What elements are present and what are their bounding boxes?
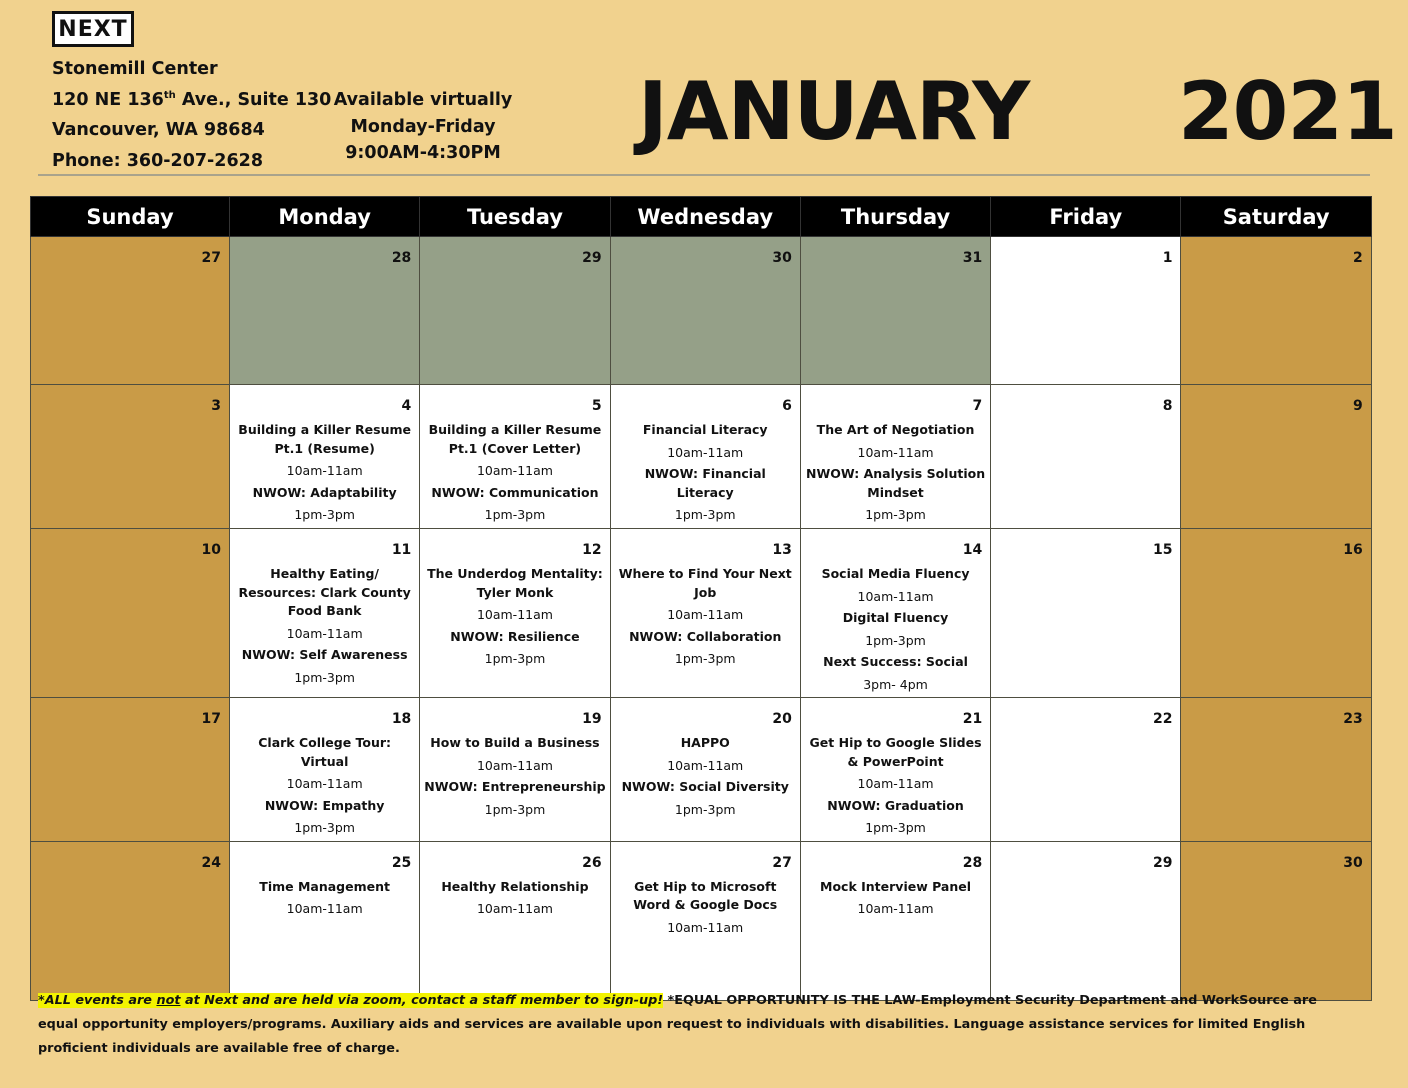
day-cell — [230, 698, 420, 842]
weekday-header: Monday — [230, 197, 420, 237]
day-cell — [420, 698, 610, 842]
day-number: 29 — [582, 250, 602, 266]
day-number: 28 — [391, 250, 412, 266]
address-block — [52, 54, 331, 176]
event-title: Get Hip to Google Slides & PowerPoint — [809, 735, 982, 769]
event-time: 10am-11am — [667, 444, 744, 460]
day-number: 9 — [1353, 398, 1363, 414]
header-divider — [38, 174, 1370, 176]
day-number: 21 — [962, 711, 983, 727]
weekday-header: Saturday — [1181, 197, 1371, 237]
day-cell — [610, 841, 800, 1000]
street-address: 120 NE 136th Ave., Suite 130 — [52, 89, 332, 110]
day-cell — [420, 841, 610, 1000]
phone-number: Phone: 360-207-2628 — [52, 150, 264, 171]
event-time: 10am-11am — [286, 901, 363, 916]
day-number: 6 — [782, 398, 792, 414]
day-cell — [800, 385, 990, 529]
day-number: 31 — [962, 250, 983, 266]
day-cell — [610, 385, 800, 529]
event-time: 10am-11am — [857, 776, 934, 791]
day-number: 8 — [1162, 398, 1173, 414]
event-time: 1pm-3pm — [484, 507, 546, 522]
event-title: NWOW: Graduation — [827, 797, 964, 813]
day-number: 29 — [1153, 854, 1173, 871]
day-cell — [230, 529, 420, 698]
day-cell — [800, 698, 990, 842]
day-cell — [1181, 841, 1371, 1000]
event-title: The Underdog Mentality: Tyler Monk — [427, 566, 603, 600]
event-title: Get Hip to Microsoft Word & Google Docs — [633, 878, 778, 912]
event-time: 10am-11am — [286, 776, 363, 791]
day-number: 30 — [1343, 854, 1363, 871]
calendar-grid — [30, 196, 1372, 1001]
day-number: 25 — [391, 854, 412, 871]
day-number: 5 — [591, 398, 602, 414]
next-logo: NEXT — [52, 11, 134, 47]
day-cell — [420, 529, 610, 698]
event-title: Financial Literacy — [642, 422, 768, 437]
day-cell — [800, 841, 990, 1000]
event-title: NWOW: Self Awareness — [241, 647, 408, 662]
event-time: 10am-11am — [667, 757, 744, 773]
event-list — [230, 842, 419, 919]
weekday-header: Tuesday — [420, 197, 610, 237]
day-number: 26 — [582, 854, 602, 871]
day-cell — [991, 698, 1181, 842]
day-number: 3 — [211, 398, 221, 414]
day-number: 27 — [772, 854, 792, 871]
event-time: 10am-11am — [667, 919, 744, 935]
footer-disclaimer — [38, 989, 1358, 1061]
event-time: 1pm-3pm — [674, 507, 736, 522]
day-number: 10 — [201, 542, 221, 558]
day-cell — [230, 385, 420, 529]
event-title: Healthy Relationship — [441, 878, 589, 894]
day-number: 19 — [582, 711, 602, 727]
event-title: Next Success: Social — [823, 654, 968, 669]
event-title: NWOW: Resilience — [450, 628, 580, 644]
day-number: 20 — [772, 711, 792, 727]
day-cell — [800, 529, 990, 698]
day-number: 24 — [201, 854, 221, 871]
weekday-header: Sunday — [31, 197, 230, 237]
event-time: 1pm-3pm — [865, 820, 926, 835]
day-number: 23 — [1343, 711, 1363, 727]
event-time: 1pm-3pm — [865, 507, 926, 522]
event-time: 10am-11am — [286, 625, 363, 641]
event-list — [611, 385, 800, 525]
year-title: 2021 — [1178, 65, 1397, 158]
event-time: 3pm- 4pm — [863, 676, 928, 692]
day-number: 22 — [1153, 711, 1173, 727]
availability-line: Available virtually — [333, 90, 513, 110]
event-time: 10am-11am — [857, 444, 934, 460]
day-cell — [1181, 698, 1371, 842]
weekday-header-row — [31, 197, 1372, 237]
event-list — [230, 385, 419, 525]
day-cell — [31, 841, 230, 1000]
month-title: JANUARY — [638, 65, 1030, 158]
event-time: 10am-11am — [476, 757, 553, 773]
event-time: 1pm-3pm — [294, 507, 355, 522]
day-number: 7 — [972, 398, 983, 414]
availability-hours: 9:00AM-4:30PM — [345, 143, 501, 163]
event-title: The Art of Negotiation — [816, 422, 975, 437]
event-title: NWOW: Empathy — [264, 797, 385, 813]
day-cell — [610, 237, 800, 385]
event-time: 10am-11am — [857, 901, 934, 916]
day-cell — [230, 841, 420, 1000]
event-time: 10am-11am — [667, 607, 744, 622]
event-title: HAPPO — [680, 735, 730, 750]
weekday-header: Thursday — [800, 197, 990, 237]
event-time: 10am-11am — [286, 463, 363, 478]
day-cell — [31, 529, 230, 698]
event-title: How to Build a Business — [430, 735, 600, 750]
event-title: Mock Interview Panel — [820, 878, 972, 894]
event-title: NWOW: Financial Literacy — [644, 466, 766, 500]
day-number: 17 — [201, 711, 221, 727]
event-time: 1pm-3pm — [484, 651, 546, 666]
event-list — [420, 385, 609, 525]
day-cell — [991, 385, 1181, 529]
event-title: NWOW: Collaboration — [629, 628, 782, 644]
availability-days: Monday-Friday — [350, 116, 496, 137]
day-number: 4 — [401, 398, 412, 414]
city-address: Vancouver, WA 98684 — [52, 120, 265, 140]
day-cell — [610, 698, 800, 842]
day-cell — [420, 385, 610, 529]
day-cell — [420, 237, 610, 385]
event-time: 1pm-3pm — [674, 801, 736, 817]
day-cell — [1181, 237, 1371, 385]
day-cell — [31, 698, 230, 842]
day-number: 2 — [1353, 250, 1363, 266]
event-time: 1pm-3pm — [674, 651, 736, 666]
event-title: Social Media Fluency — [821, 566, 970, 581]
week-row — [31, 237, 1372, 385]
event-title: NWOW: Social Diversity — [621, 779, 789, 794]
week-row — [31, 841, 1372, 1000]
availability-block — [323, 87, 523, 167]
event-time: 10am-11am — [476, 607, 553, 622]
day-cell — [991, 237, 1181, 385]
day-cell — [1181, 529, 1371, 698]
event-list — [420, 842, 609, 919]
event-title: Healthy Eating/ Resources: Clark County Food Bank — [238, 566, 411, 618]
event-title: NWOW: Adaptability — [252, 484, 397, 500]
event-title: Building a Killer Resume Pt.1 (Cover Letter) — [428, 422, 602, 456]
event-time: 10am-11am — [476, 901, 553, 916]
weekday-header: Friday — [991, 197, 1181, 237]
day-cell — [230, 237, 420, 385]
event-time: 1pm-3pm — [294, 669, 355, 685]
event-title: Digital Fluency — [842, 610, 949, 625]
event-time: 1pm-3pm — [865, 632, 926, 648]
day-cell — [800, 237, 990, 385]
day-number: 13 — [772, 542, 792, 558]
day-cell — [991, 841, 1181, 1000]
event-time: 1pm-3pm — [294, 820, 355, 835]
day-number: 12 — [582, 542, 602, 558]
event-title: Where to Find Your Next Job — [618, 566, 792, 600]
event-time: 1pm-3pm — [484, 801, 546, 817]
day-cell — [31, 237, 230, 385]
day-number: 16 — [1343, 542, 1363, 558]
day-number: 1 — [1162, 250, 1173, 266]
day-cell — [1181, 385, 1371, 529]
day-number: 14 — [962, 542, 983, 558]
event-title: Building a Killer Resume Pt.1 (Resume) — [238, 422, 411, 456]
event-time: 10am-11am — [857, 588, 934, 604]
day-number: 11 — [391, 542, 412, 558]
event-title: NWOW: Communication — [431, 484, 599, 500]
event-list — [801, 842, 990, 919]
event-list — [801, 385, 990, 525]
day-number: 15 — [1153, 542, 1173, 558]
week-row — [31, 698, 1372, 842]
day-number: 18 — [391, 711, 412, 727]
day-number: 27 — [201, 250, 221, 266]
weekday-header: Wednesday — [610, 197, 800, 237]
day-number: 30 — [772, 250, 792, 266]
day-cell — [610, 529, 800, 698]
day-number: 28 — [962, 854, 983, 871]
day-cell — [31, 385, 230, 529]
event-title: Time Management — [259, 878, 390, 894]
week-row — [31, 385, 1372, 529]
center-name: Stonemill Center — [52, 59, 218, 79]
equal-opportunity-notice: *EQUAL OPPORTUNITY IS THE LAW-Employment Security Department and WorkSource are equal opportunity employers/programs. Auxiliary aids and services are available upon request to individuals with disabilities. Language assistance services for limited English proficient individuals are available free of charge. — [38, 993, 1317, 1056]
event-time: 10am-11am — [476, 463, 553, 478]
event-title: NWOW: Entrepreneurship — [424, 779, 606, 794]
week-row — [31, 529, 1372, 698]
event-title: Clark College Tour: Virtual — [258, 735, 392, 769]
day-cell — [991, 529, 1181, 698]
event-title: NWOW: Analysis Solution Mindset — [805, 466, 986, 500]
zoom-notice: *ALL events are not at Next and are held via zoom, contact a staff member to sign-up! — [38, 993, 664, 1008]
